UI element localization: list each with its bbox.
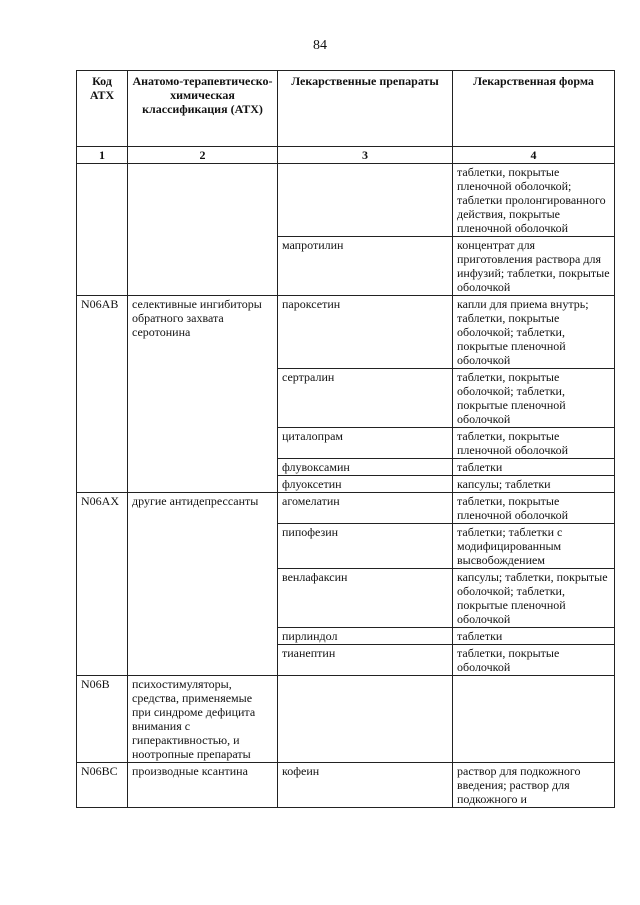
- form-cell: таблетки; таблетки с модифицированным высвобождением: [453, 524, 615, 569]
- header-code: Код АТХ: [77, 71, 128, 147]
- form-cell: таблетки, покрытые пленочной оболочкой; таблетки пролонгированного действия, покрытые пленочной оболочкой: [453, 164, 615, 237]
- code-cell: N06BC: [77, 763, 128, 808]
- code-cell: N06AB: [77, 296, 128, 493]
- drug-cell: флуоксетин: [278, 476, 453, 493]
- drug-cell: пирлиндол: [278, 628, 453, 645]
- drug-cell: пипофезин: [278, 524, 453, 569]
- form-cell: таблетки, покрытые пленочной оболочкой: [453, 493, 615, 524]
- form-cell: раствор для подкожного введения; раствор для подкожного и: [453, 763, 615, 808]
- code-cell: [77, 164, 128, 296]
- class-cell: [128, 164, 278, 296]
- drug-cell: циталопрам: [278, 428, 453, 459]
- drug-cell: пароксетин: [278, 296, 453, 369]
- class-cell: психостимуляторы, средства, применяемые при синдроме дефицита внимания с гиперактивностью, и ноотропные препараты: [128, 676, 278, 763]
- column-number: 2: [128, 147, 278, 164]
- class-cell: селективные ингибиторы обратного захвата серотонина: [128, 296, 278, 493]
- drug-cell: сертралин: [278, 369, 453, 428]
- form-cell: таблетки, покрытые оболочкой; таблетки, покрытые пленочной оболочкой: [453, 369, 615, 428]
- form-cell: концентрат для приготовления раствора для инфузий; таблетки, покрытые оболочкой: [453, 237, 615, 296]
- form-cell: капсулы; таблетки: [453, 476, 615, 493]
- form-cell: таблетки: [453, 628, 615, 645]
- drug-cell: венлафаксин: [278, 569, 453, 628]
- table-row: [77, 164, 615, 237]
- header-drugs: Лекарственные препараты: [278, 71, 453, 147]
- form-cell: капли для приема внутрь; таблетки, покрытые оболочкой; таблетки, покрытые пленочной оболочкой: [453, 296, 615, 369]
- page-number: 84: [313, 38, 327, 53]
- table-row: [77, 676, 615, 763]
- column-number-row: [77, 147, 615, 164]
- drug-cell: флувоксамин: [278, 459, 453, 476]
- column-number: 1: [77, 147, 128, 164]
- drug-cell: [278, 676, 453, 763]
- class-cell: производные ксантина: [128, 763, 278, 808]
- column-number: 4: [453, 147, 615, 164]
- drug-cell: тианептин: [278, 645, 453, 676]
- table-row: [77, 763, 615, 808]
- form-cell: таблетки, покрытые оболочкой: [453, 645, 615, 676]
- form-cell: капсулы; таблетки, покрытые оболочкой; таблетки, покрытые пленочной оболочкой: [453, 569, 615, 628]
- table-header-row: [77, 71, 615, 147]
- header-form: Лекарственная форма: [453, 71, 615, 147]
- form-cell: таблетки: [453, 459, 615, 476]
- drug-cell: мапротилин: [278, 237, 453, 296]
- code-cell: N06B: [77, 676, 128, 763]
- form-cell: [453, 676, 615, 763]
- table-row: [77, 296, 615, 369]
- drug-cell: агомелатин: [278, 493, 453, 524]
- drug-cell: кофеин: [278, 763, 453, 808]
- drug-cell: [278, 164, 453, 237]
- form-cell: таблетки, покрытые пленочной оболочкой: [453, 428, 615, 459]
- class-cell: другие антидепрессанты: [128, 493, 278, 676]
- code-cell: N06AX: [77, 493, 128, 676]
- column-number: 3: [278, 147, 453, 164]
- header-classification: Анатомо-терапевтическо-химическая классификация (АТХ): [128, 71, 278, 147]
- table-row: [77, 493, 615, 524]
- atc-drug-table: [76, 70, 615, 808]
